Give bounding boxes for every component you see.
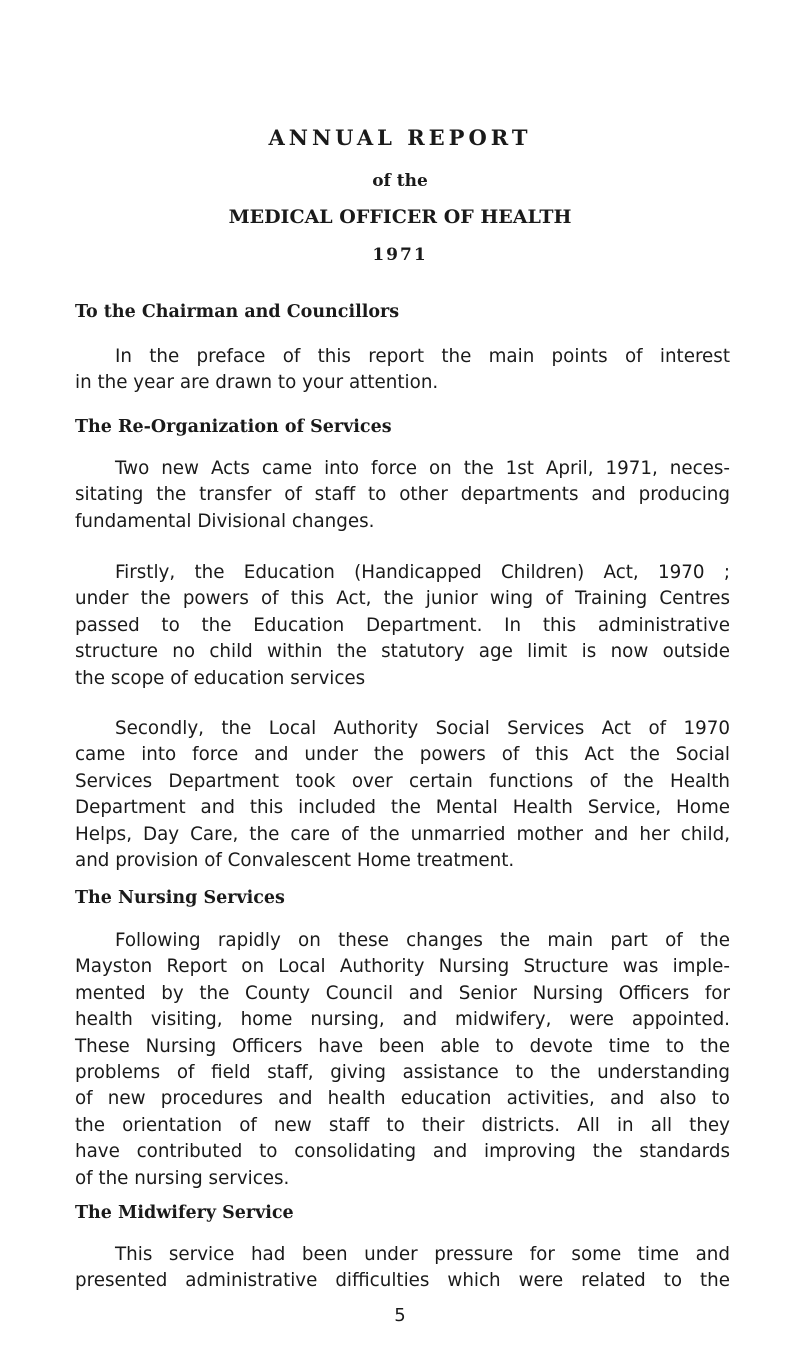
text-line: the scope of education services: [75, 667, 366, 689]
text-line: sitating the transfer of staff to other departments and producing: [75, 484, 730, 506]
text-line: and provision of Convalescent Home treatment.: [75, 850, 515, 872]
text-line: fundamental Divisional changes.: [75, 510, 375, 532]
text-line: the orientation of new staff to their districts. All in all they: [75, 1114, 730, 1136]
page-number: 5: [394, 1305, 406, 1326]
text-line: Helps, Day Care, the care of the unmarried mother and her child,: [75, 823, 730, 845]
text-line: In the preface of this report the main points of interest: [115, 346, 730, 367]
text-line: under the powers of this Act, the junior wing of Training Centres: [75, 588, 730, 610]
section-heading-reorganization: The Re-Organization of Services: [75, 417, 392, 437]
text-line: health visiting, home nursing, and midwifery, were appointed.: [75, 1009, 730, 1031]
report-title-of-the: of the: [372, 171, 428, 191]
section-heading-midwifery: The Midwifery Service: [75, 1203, 294, 1223]
text-line: of new procedures and health education activities, and also to: [75, 1088, 730, 1110]
section-heading-nursing: The Nursing Services: [75, 888, 285, 908]
reorganization-paragraph-1: [75, 456, 730, 535]
text-line: Department and this included the Mental Health Service, Home: [75, 797, 730, 819]
report-title-officer: MEDICAL OFFICER OF HEALTH: [228, 206, 572, 228]
text-line: mented by the County Council and Senior Nursing Officers for: [75, 982, 730, 1004]
text-line: Following rapidly on these changes the main part of the: [115, 930, 730, 951]
text-line: Firstly, the Education (Handicapped Children) Act, 1970 ;: [115, 562, 730, 583]
report-title: ANNUAL REPORT: [268, 125, 532, 150]
report-year: 1971: [372, 245, 428, 265]
text-line: Secondly, the Local Authority Social Services Act of 1970: [115, 718, 730, 739]
reorganization-paragraph-2: [75, 560, 730, 692]
text-line: passed to the Education Department. In this administrative: [75, 614, 730, 636]
text-line: problems of field staff, giving assistance to the understanding: [75, 1062, 730, 1084]
text-line: Services Department took over certain functions of the Health: [75, 770, 730, 792]
reorganization-paragraph-3: [75, 716, 730, 874]
text-line: These Nursing Officers have been able to devote time to the: [75, 1035, 730, 1057]
text-line: Two new Acts came into force on the 1st April, 1971, neces-: [115, 458, 730, 479]
nursing-paragraph-1: [75, 928, 730, 1192]
text-line: structure no child within the statutory age limit is now outside: [75, 641, 730, 663]
midwifery-paragraph-1: [75, 1242, 730, 1295]
text-line: have contributed to consolidating and improving the standards: [75, 1141, 730, 1163]
preface-paragraph: [75, 344, 730, 397]
addressee-heading: To the Chairman and Councillors: [75, 302, 400, 322]
text-line: presented administrative difficulties which were related to the: [75, 1270, 730, 1292]
text-line: in the year are drawn to your attention.: [75, 372, 439, 394]
text-line: of the nursing services.: [75, 1167, 290, 1189]
text-line: came into force and under the powers of this Act the Social: [75, 744, 730, 766]
text-line: Mayston Report on Local Authority Nursing Structure was imple-: [75, 956, 730, 978]
text-line: This service had been under pressure for some time and: [115, 1244, 730, 1265]
